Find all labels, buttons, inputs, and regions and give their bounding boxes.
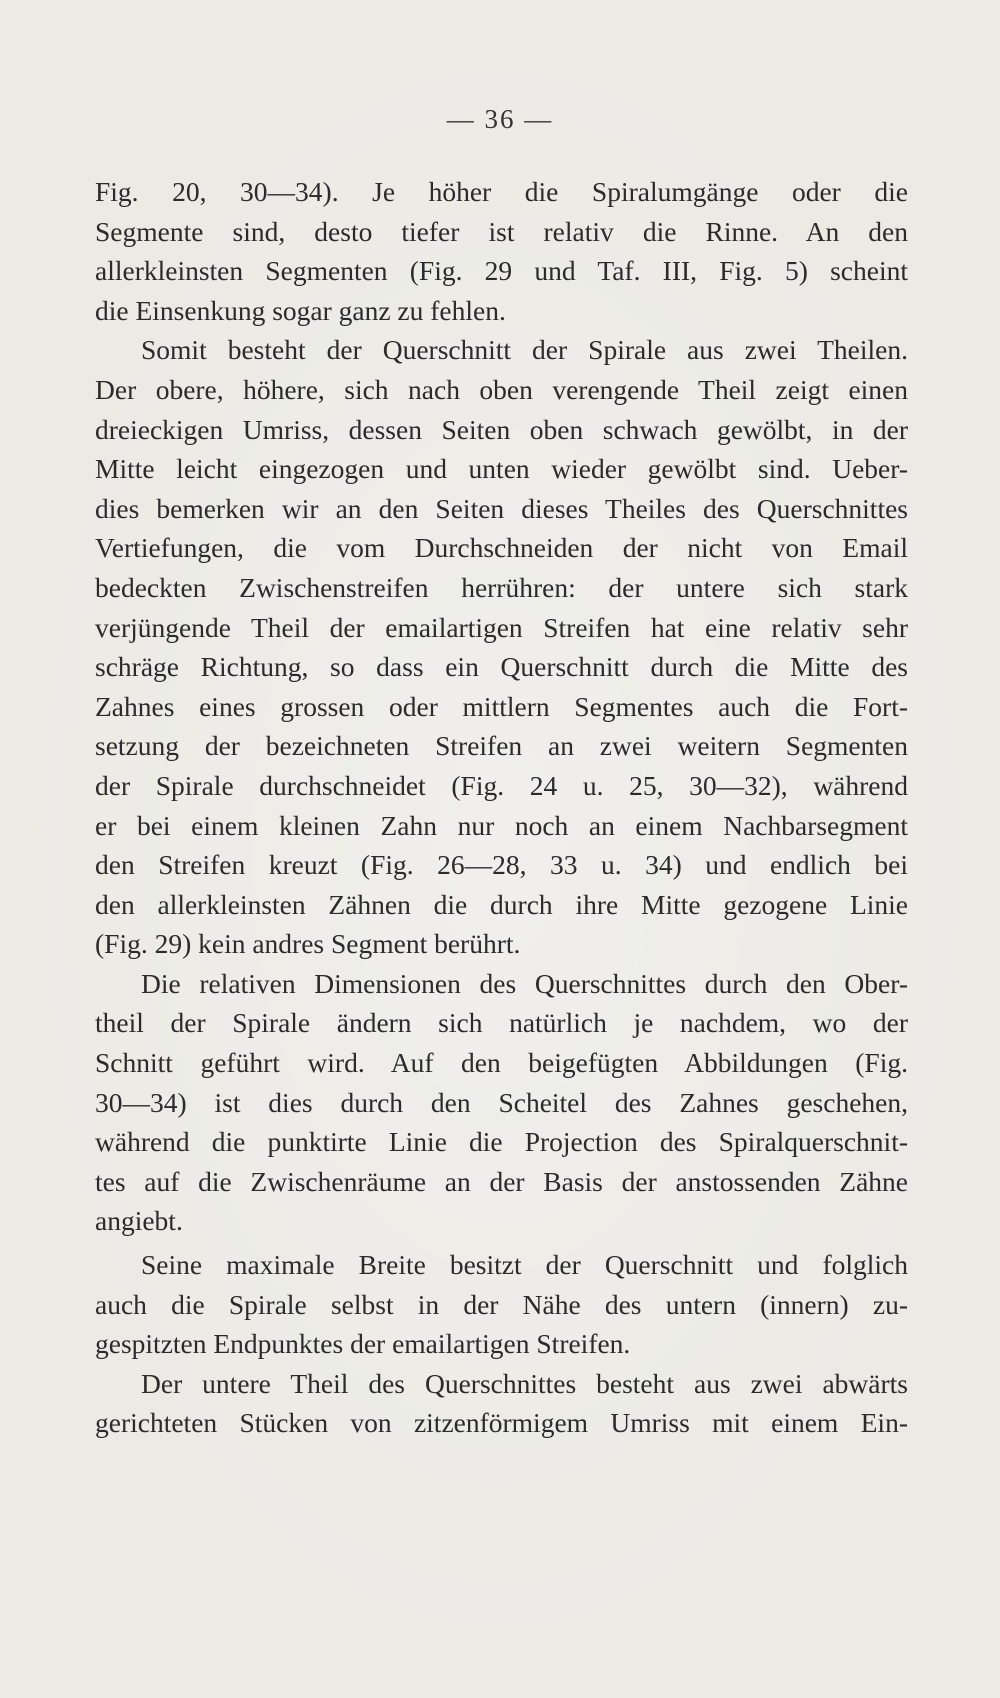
text-line: dies bemerken wir an den Seiten dieses Theiles des Querschnittes <box>95 492 908 524</box>
text-line: angiebt. <box>95 1205 183 1237</box>
paragraph-5 <box>95 1364 908 1443</box>
text-line: Der untere Theil des Querschnittes besteht aus zwei abwärts <box>141 1367 908 1399</box>
body-text <box>95 172 908 1443</box>
text-line: Segmente sind, desto tiefer ist relativ die Rinne. An den <box>95 215 908 247</box>
text-line: gespitzten Endpunktes der emailartigen Streifen. <box>95 1328 631 1360</box>
text-line: dreieckigen Umriss, dessen Seiten oben schwach gewölbt, in der <box>95 413 908 445</box>
text-line: allerkleinsten Segmenten (Fig. 29 und Taf. III, Fig. 5) scheint <box>95 255 908 287</box>
text-line: er bei einem kleinen Zahn nur noch an einem Nachbarsegment <box>95 809 908 841</box>
text-line: die Einsenkung sogar ganz zu fehlen. <box>95 294 506 326</box>
text-line: auch die Spirale selbst in der Nähe des untern (innern) zu- <box>95 1288 908 1320</box>
text-line: den Streifen kreuzt (Fig. 26—28, 33 u. 34) und endlich bei <box>95 849 908 881</box>
text-line: theil der Spirale ändern sich natürlich je nachdem, wo der <box>95 1007 908 1039</box>
text-line: bedeckten Zwischenstreifen herrühren: der untere sich stark <box>95 571 908 603</box>
paragraph-4 <box>95 1245 908 1364</box>
text-line: Schnitt geführt wird. Auf den beigefügten Abbildungen (Fig. <box>95 1047 908 1079</box>
text-line: (Fig. 29) kein andres Segment berührt. <box>95 928 521 960</box>
text-line: 30—34) ist dies durch den Scheitel des Zahnes geschehen, <box>95 1086 908 1118</box>
text-line: Somit besteht der Querschnitt der Spirale aus zwei Theilen. <box>141 334 908 366</box>
text-line: den allerkleinsten Zähnen die durch ihre Mitte gezogene Linie <box>95 888 908 920</box>
text-line: Zahnes eines grossen oder mittlern Segmentes auch die Fort- <box>95 690 908 722</box>
text-line: Die relativen Dimensionen des Querschnittes durch den Ober- <box>141 967 908 999</box>
paragraph-1 <box>95 172 908 330</box>
text-line: Seine maximale Breite besitzt der Querschnitt und folglich <box>141 1249 908 1281</box>
text-line: während die punktirte Linie die Projection des Spiralquerschnit- <box>95 1126 908 1158</box>
text-line: gerichteten Stücken von zitzenförmigem Umriss mit einem Ein- <box>95 1407 908 1439</box>
text-line: tes auf die Zwischenräume an der Basis der anstossenden Zähne <box>95 1165 908 1197</box>
paragraph-3 <box>95 964 908 1241</box>
text-line: Mitte leicht eingezogen und unten wieder gewölbt sind. Ueber- <box>95 453 908 485</box>
text-line: Vertiefungen, die vom Durchschneiden der nicht von Email <box>95 532 908 564</box>
paragraph-2 <box>95 330 908 964</box>
text-line: der Spirale durchschneidet (Fig. 24 u. 25, 30—32), während <box>95 769 908 801</box>
text-line: Der obere, höhere, sich nach oben verengende Theil zeigt einen <box>95 373 908 405</box>
page-number: — 36 — <box>446 104 554 134</box>
text-line: Fig. 20, 30—34). Je höher die Spiralumgänge oder die <box>95 176 908 207</box>
text-line: schräge Richtung, so dass ein Querschnitt durch die Mitte des <box>95 651 908 683</box>
text-line: verjüngende Theil der emailartigen Streifen hat eine relativ sehr <box>95 611 908 643</box>
text-line: setzung der bezeichneten Streifen an zwei weitern Segmenten <box>95 730 908 762</box>
